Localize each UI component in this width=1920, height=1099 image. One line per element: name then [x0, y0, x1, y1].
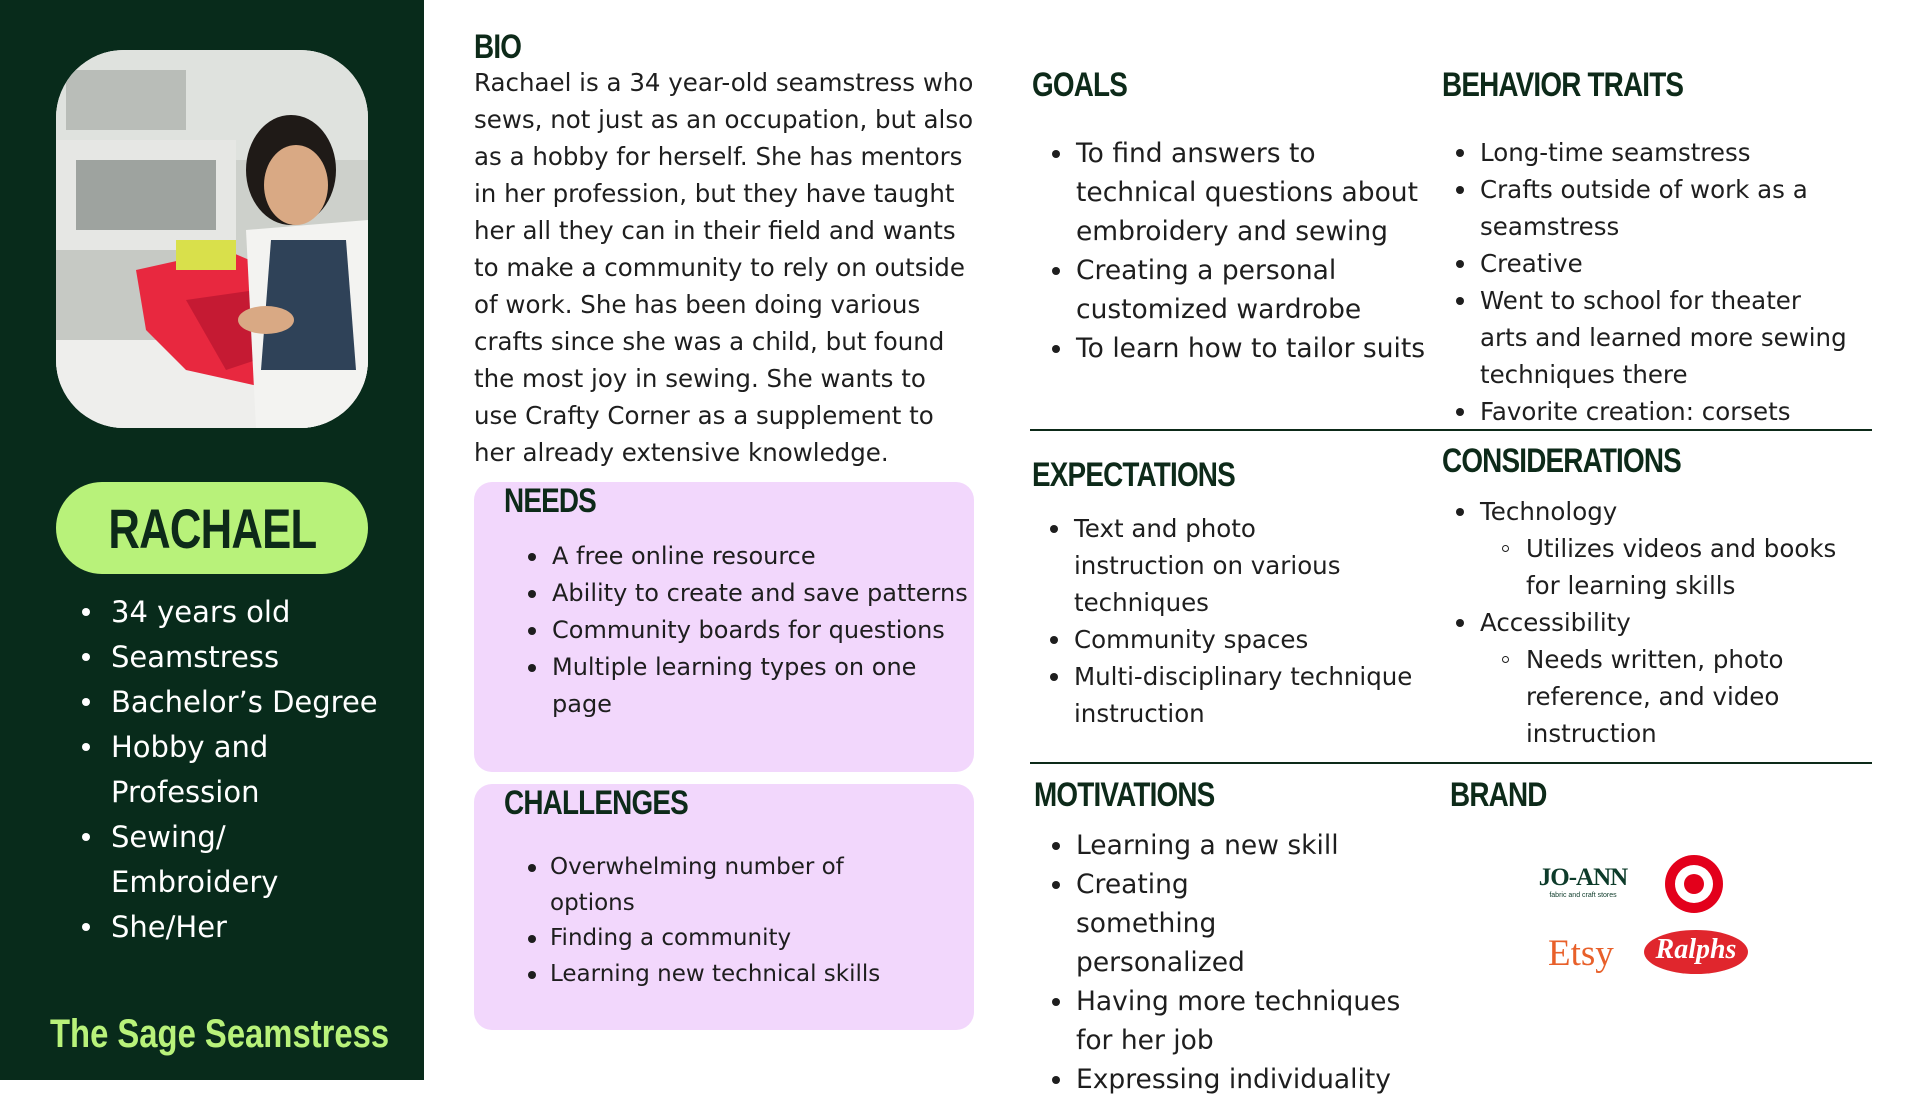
list-item: Multiple learning types on one page [552, 649, 932, 723]
seamstress-photo-illustration [56, 50, 368, 428]
fact-item: She/Her [80, 905, 410, 950]
list-item: Creating something personalized [1076, 865, 1336, 982]
behavior-traits-heading: BEHAVIOR TRAITS [1442, 66, 1684, 104]
considerations-heading: CONSIDERATIONS [1442, 442, 1681, 480]
list-item [1480, 604, 1860, 752]
goals-heading: GOALS [1032, 66, 1128, 104]
list-item: Long-time seamstress [1480, 134, 1860, 171]
list-item: To find answers to technical questions about embroidery and sewing [1076, 134, 1426, 251]
sub-list-item: Needs written, photo reference, and video instruction [1526, 641, 1796, 752]
list-item: Learning a new skill [1076, 826, 1436, 865]
sub-list-item: Utilizes videos and books for learning skills [1526, 530, 1846, 604]
list-item: Favorite creation: corsets [1480, 393, 1860, 430]
list-item: Community spaces [1074, 621, 1424, 658]
section-divider [1030, 762, 1872, 764]
needs-card [474, 482, 974, 772]
list-item: Crafts outside of work as a seamstress [1480, 171, 1810, 245]
challenges-list [550, 850, 970, 992]
consideration-sublist [1480, 530, 1860, 604]
goals-list [1076, 134, 1426, 368]
fact-item: 34 years old [80, 590, 410, 635]
bio-heading: BIO [474, 28, 522, 66]
motivations-heading: MOTIVATIONS [1034, 776, 1215, 814]
list-item: Finding a community [550, 921, 970, 957]
consideration-sublist [1480, 641, 1860, 752]
section-divider [1030, 429, 1872, 431]
brand-heading: BRAND [1450, 776, 1547, 814]
list-item: Multi-disciplinary technique instruction [1074, 658, 1414, 732]
list-item: Expressing individuality [1076, 1060, 1436, 1099]
behavior-traits-list [1480, 134, 1860, 430]
considerations-list [1480, 493, 1860, 752]
fact-item: Sewing/ Embroidery [80, 815, 271, 905]
list-item: Went to school for theater arts and learned more sewing techniques there [1480, 282, 1850, 393]
etsy-logo: Etsy [1548, 933, 1614, 974]
needs-heading: NEEDS [504, 482, 596, 520]
ralphs-logo [1642, 928, 1750, 976]
list-item: To learn how to tailor suits [1076, 329, 1426, 368]
list-item: Overwhelming number of options [550, 850, 880, 921]
consideration-label: Accessibility [1480, 608, 1631, 637]
list-item: Having more techniques for her job [1076, 982, 1426, 1060]
persona-tagline: The Sage Seamstress [50, 1012, 390, 1056]
target-logo [1664, 854, 1724, 914]
list-item: A free online resource [552, 538, 972, 575]
fact-item: Seamstress [80, 635, 410, 680]
list-item [1480, 493, 1860, 604]
joann-logo-subtext: fabric and craft stores [1549, 892, 1617, 899]
challenges-card [474, 784, 974, 1030]
expectations-list [1074, 510, 1424, 732]
persona-name: RACHAEL [107, 496, 317, 560]
list-item: Creative [1480, 245, 1860, 282]
persona-photo [56, 50, 368, 428]
fact-item: Hobby and Profession [80, 725, 271, 815]
list-item: Text and photo instruction on various techniques [1074, 510, 1394, 621]
motivations-list [1076, 826, 1436, 1099]
consideration-label: Technology [1480, 497, 1618, 526]
joann-logo [1528, 842, 1638, 912]
expectations-heading: EXPECTATIONS [1032, 456, 1235, 494]
ralphs-logo-text: Ralphs [1655, 934, 1737, 965]
list-item: Ability to create and save patterns [552, 575, 972, 612]
persona-facts-list [80, 590, 410, 950]
persona-name-pill [56, 482, 368, 574]
challenges-heading: CHALLENGES [504, 784, 688, 822]
list-item: Creating a personal customized wardrobe [1076, 251, 1366, 329]
list-item: Community boards for questions [552, 612, 972, 649]
fact-item: Bachelor’s Degree [80, 680, 410, 725]
persona-sidebar [0, 0, 424, 1080]
joann-logo-text: JO-ANN [1538, 864, 1628, 891]
needs-list [552, 538, 972, 723]
bio-text: Rachael is a 34 year-old seamstress who sews, not just as an occupation, but also as a hobby for herself. She has mentors in her profession, but they have taught her all they can in their field and wants to make a community to rely on outside of work. She has been doing various crafts since she was a child, but found the most joy in sewing. She wants to use Crafty Corner as a supplement to her already extensive knowledge. [474, 68, 974, 467]
list-item: Learning new technical skills [550, 957, 970, 993]
